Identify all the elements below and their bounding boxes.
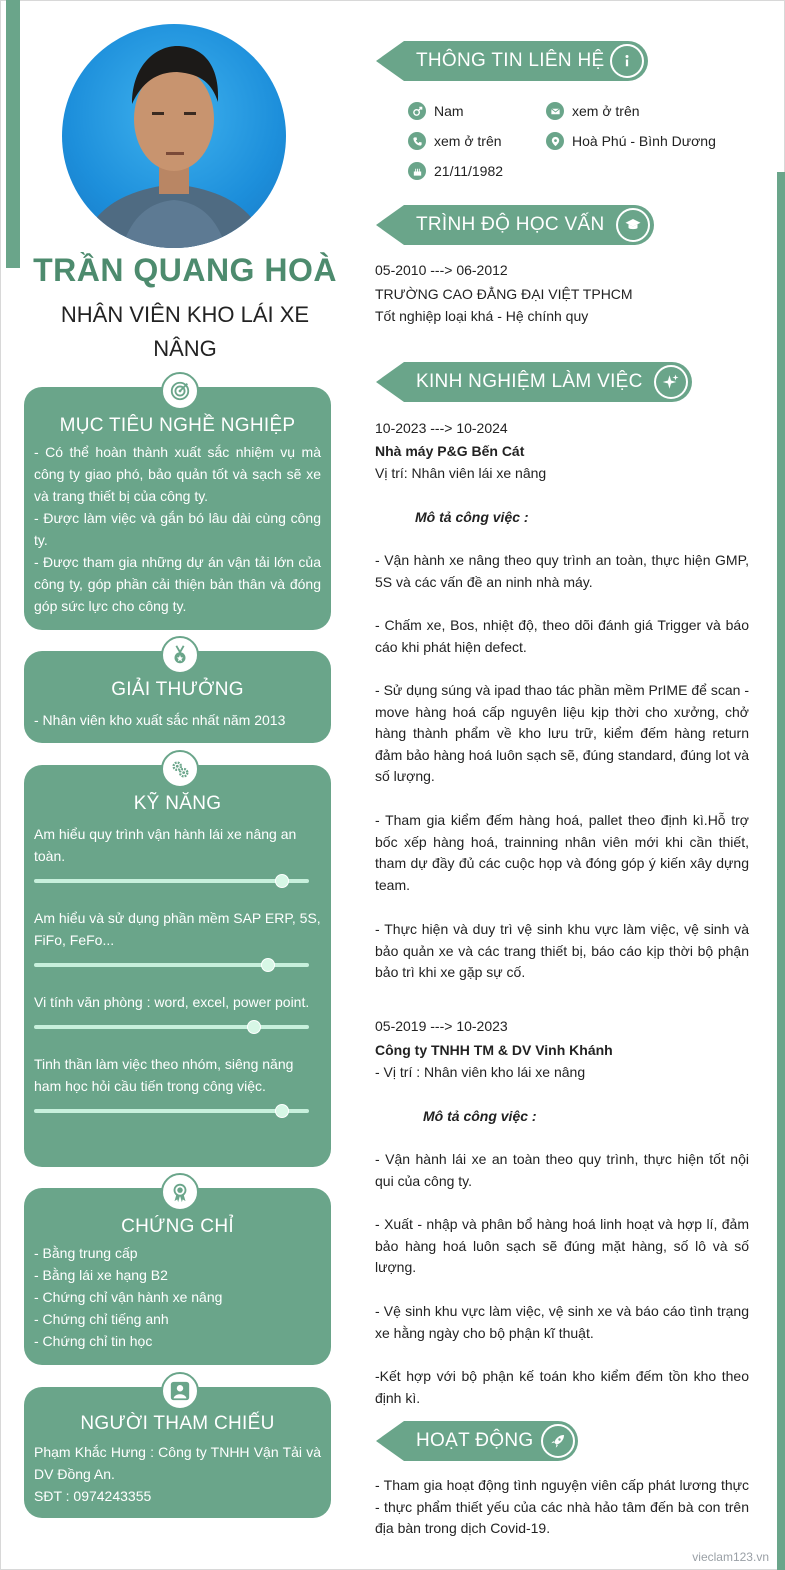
certificate-line: - Bằng lái xe hạng B2 bbox=[34, 1267, 168, 1283]
target-icon bbox=[161, 372, 199, 410]
skill-level-knob bbox=[247, 1020, 261, 1034]
skill-level-knob bbox=[275, 1104, 289, 1118]
certificate-line: - Chứng chỉ tin học bbox=[34, 1333, 153, 1349]
education-school: TRƯỜNG CAO ĐẲNG ĐẠI VIỆT TPHCM bbox=[375, 286, 633, 302]
job1-paragraph: - Vận hành xe nâng theo quy trình an toàn, thực hiện GMP, 5S và các vấn đề an ninh nhà máy. bbox=[375, 552, 749, 590]
certificate-line: - Chứng chỉ tiếng anh bbox=[34, 1311, 169, 1327]
email-value: xem ở trên bbox=[572, 103, 640, 119]
job1-paragraph: - Thực hiện và duy trì vệ sinh khu vực làm việc, vệ sinh và bảo quản xe và các trang thiết bị, báo cáo kịp thời bộ phận bảo trì khi xe gặp sự cố. bbox=[375, 921, 749, 980]
certificate-icon bbox=[161, 1173, 199, 1211]
avatar-portrait bbox=[62, 24, 286, 248]
phone-value: xem ở trên bbox=[434, 133, 502, 149]
skill-item bbox=[24, 907, 331, 967]
award-line: - Nhân viên kho xuất sắc nhất năm 2013 bbox=[34, 712, 286, 728]
certificates-title: CHỨNG CHỈ bbox=[121, 1216, 234, 1237]
objective-body bbox=[24, 437, 331, 617]
skill-bar bbox=[34, 1109, 309, 1113]
objective-line: - Được tham gia những dự án vận tải lớn của công ty, góp phần cải thiện bản thân và đóng góp sức lực cho công ty. bbox=[34, 554, 321, 614]
references-title: NGƯỜI THAM CHIẾU bbox=[80, 1413, 275, 1434]
location-icon bbox=[546, 132, 564, 150]
graduation-cap-icon bbox=[614, 206, 652, 244]
candidate-job-title: NHÂN VIÊN KHO LÁI XE NÂNG bbox=[60, 302, 310, 361]
person-icon bbox=[161, 1372, 199, 1410]
address-value: Hoà Phú - Bình Dương bbox=[572, 133, 716, 149]
skill-bar bbox=[34, 879, 309, 883]
objective-title: MỤC TIÊU NGHỀ NGHIỆP bbox=[59, 415, 296, 436]
job2-desc-title: Mô tả công việc : bbox=[423, 1108, 537, 1124]
job2-period: 05-2019 ---> 10-2023 bbox=[375, 1018, 508, 1034]
education-detail: Tốt nghiệp loại khá - Hệ chính quy bbox=[375, 308, 589, 324]
certificate-line: - Bằng trung cấp bbox=[34, 1245, 138, 1261]
skill-bar bbox=[34, 1025, 309, 1029]
awards-title: GIẢI THƯỞNG bbox=[111, 679, 244, 700]
avatar bbox=[62, 24, 286, 248]
gears-icon bbox=[161, 750, 199, 788]
contact-phone bbox=[408, 132, 502, 150]
job2-paragraph: - Xuất - nhập và phân bổ hàng hoá linh hoạt và hợp lí, đảm bảo hàng hoá luôn sạch sẽ đúng mặt hàng, số lô và số lượng. bbox=[375, 1216, 749, 1275]
contact-title: THÔNG TIN LIÊN HỆ bbox=[404, 41, 648, 81]
contact-address bbox=[546, 132, 716, 150]
gender-icon bbox=[408, 102, 426, 120]
certificates-card bbox=[24, 1188, 331, 1365]
references-body bbox=[24, 1435, 331, 1507]
skill-label: Am hiểu và sử dụng phần mềm SAP ERP, 5S, FiFo, FeFo... bbox=[34, 910, 321, 948]
skills-title: KỸ NĂNG bbox=[133, 793, 222, 814]
info-icon bbox=[608, 42, 646, 80]
skill-level-knob bbox=[261, 958, 275, 972]
objective-card bbox=[24, 387, 331, 630]
contact-gender bbox=[408, 102, 464, 120]
left-accent-bar bbox=[6, 0, 20, 268]
job1-desc-title: Mô tả công việc : bbox=[415, 509, 529, 525]
contact-birthday bbox=[408, 162, 503, 180]
activities-text: - Tham gia hoạt động tình nguyện viên cấp phát lương thực - thực phẩm thiết yếu của các nhà hảo tâm đến bà con trên địa bàn trong dịch Covid-19. bbox=[375, 1477, 749, 1536]
job2-paragraph: - Vệ sinh khu vực làm việc, vệ sinh xe và báo cáo tình trạng xe hằng ngày cho bộ phận kĩ thuật. bbox=[375, 1303, 749, 1341]
skills-list bbox=[24, 815, 331, 1113]
birthday-cake-icon bbox=[408, 162, 426, 180]
gender-value: Nam bbox=[434, 103, 464, 119]
skill-item bbox=[24, 823, 331, 883]
watermark: vieclam123.vn bbox=[692, 1550, 769, 1564]
skill-level-knob bbox=[275, 874, 289, 888]
certificates-body bbox=[24, 1238, 331, 1352]
activities-title: HOẠT ĐỘNG bbox=[404, 1421, 578, 1461]
skill-label: Tinh thần làm việc theo nhóm, siêng năng ham học hỏi cầu tiến trong công việc. bbox=[34, 1056, 294, 1094]
certificate-line: - Chứng chỉ vận hành xe nâng bbox=[34, 1289, 223, 1305]
right-accent-bar bbox=[777, 172, 785, 1570]
job1-paragraph: - Sử dụng súng và ipad thao tác phần mềm PrIME để scan - move hàng hoá cấp nguyên liệu kịp thời cho xưởng, chở hàng thành phẩm về kho lưu trữ, kiểm đếm hàng return đảm bảo hàng hoá luôn sạch sẽ, đúng standard, đúng lot và số lượng. bbox=[375, 682, 749, 784]
skill-label: Am hiểu quy trình vận hành lái xe nâng an toàn. bbox=[34, 826, 297, 864]
birthday-value: 21/11/1982 bbox=[434, 163, 504, 179]
job1-position: Vị trí: Nhân viên lái xe nâng bbox=[375, 465, 547, 481]
experience-title: KINH NGHIỆM LÀM VIỆC bbox=[404, 362, 692, 402]
job2-paragraph: - Vận hành lái xe an toàn theo quy trình, thực hiện tốt nội qui của công ty. bbox=[375, 1151, 749, 1189]
awards-body bbox=[24, 701, 331, 731]
rocket-icon bbox=[539, 1422, 577, 1460]
skill-bar bbox=[34, 963, 309, 967]
job1-paragraph: - Tham gia kiểm đếm hàng hoá, pallet theo định kì.Hỗ trợ bốc xếp hàng hoá, trainning nhân viên mới khi cần thiết, tham dự đầy đủ các cuộc họp và đóng góp ý kiến xây dựng team. bbox=[375, 812, 749, 893]
phone-icon bbox=[408, 132, 426, 150]
job1-paragraph: - Chấm xe, Bos, nhiệt độ, theo dõi đánh giá Trigger và báo cáo khi phát hiện defect. bbox=[375, 617, 749, 655]
email-icon bbox=[546, 102, 564, 120]
skill-item bbox=[24, 991, 331, 1029]
candidate-name: TRẦN QUANG HOÀ bbox=[33, 252, 337, 288]
job2-company: Công ty TNHH TM & DV Vinh Khánh bbox=[375, 1042, 613, 1058]
reference-line: SĐT : 0974243355 bbox=[34, 1488, 152, 1504]
job1-period: 10-2023 ---> 10-2024 bbox=[375, 420, 508, 436]
medal-icon bbox=[161, 636, 199, 674]
contact-email bbox=[546, 102, 640, 120]
objective-line: - Có thể hoàn thành xuất sắc nhiệm vụ mà công ty giao phó, bảo quản tốt và sạch sẽ xe và trang thiết bị của công ty. bbox=[34, 444, 321, 504]
education-period: 05-2010 ---> 06-2012 bbox=[375, 262, 508, 278]
objective-line: - Được làm việc và gắn bó lâu dài cùng công ty. bbox=[34, 510, 321, 548]
skill-item bbox=[24, 1053, 331, 1113]
job2-paragraph: -Kết hợp với bộ phận kế toán kho kiểm đếm tồn kho theo định kì. bbox=[375, 1368, 749, 1406]
skills-card bbox=[24, 765, 331, 1167]
job2-position: - Vị trí : Nhân viên kho lái xe nâng bbox=[375, 1064, 586, 1080]
reference-line: Phạm Khắc Hưng : Công ty TNHH Vận Tải và DV Đồng An. bbox=[34, 1444, 321, 1482]
job1-company: Nhà máy P&G Bến Cát bbox=[375, 443, 525, 459]
education-title: TRÌNH ĐỘ HỌC VẤN bbox=[404, 205, 654, 245]
skill-label: Vi tính văn phòng : word, excel, power point. bbox=[34, 994, 310, 1010]
sparkle-icon bbox=[652, 363, 690, 401]
